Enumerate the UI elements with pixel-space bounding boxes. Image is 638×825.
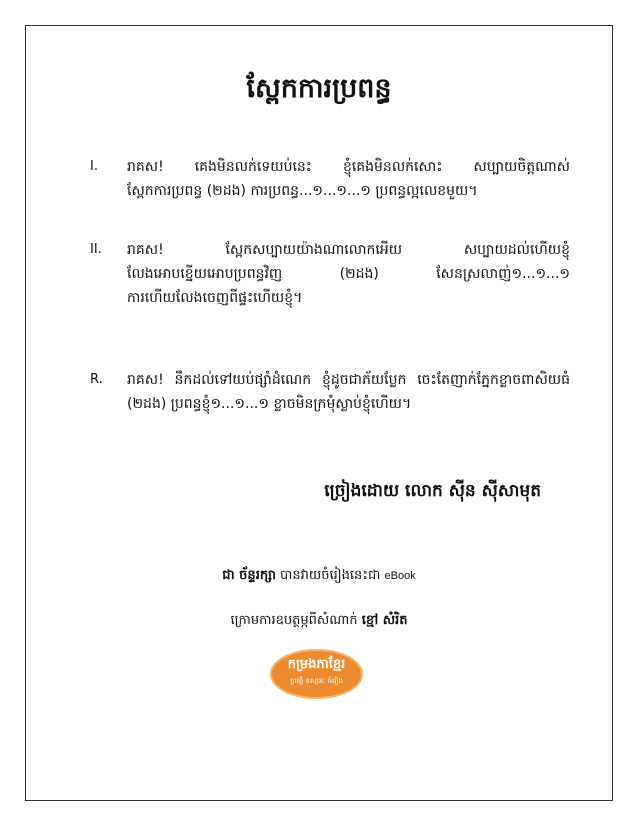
verse-2-marker: II. bbox=[90, 242, 102, 257]
publisher-logo bbox=[270, 649, 363, 699]
ebook-org: ជា ច័ន្ទរក្សា bbox=[222, 568, 276, 583]
verse-2 bbox=[90, 238, 570, 310]
sponsor-credit bbox=[0, 612, 638, 631]
refrain bbox=[90, 368, 570, 416]
logo-sub-text: ប្រវត្តិ ទស្សនៈ ចំរៀង bbox=[290, 677, 343, 685]
sponsor-phrase: ក្រោមការឧបត្ថម្ភពីសំណាក់ bbox=[230, 613, 358, 628]
song-title: ស្ពែកការប្រពន្ធ bbox=[246, 73, 392, 104]
refrain-marker: R. bbox=[90, 372, 103, 387]
verse-line: ការហើយលែងចេញពីផ្ទះហើយខ្ញុំ។ bbox=[127, 290, 303, 306]
singer-credit: ច្រៀងដោយ លោក ស៊ីន ស៊ីសាមុត bbox=[324, 481, 541, 501]
verse-line: លែងអោបខ្នើយអោបប្រពន្ធវិញ (២ដង) សែនស្រលាញ់១...១...១ bbox=[127, 266, 570, 282]
sponsor-name: ខ្មៅ សំរិត bbox=[361, 613, 408, 628]
verse-line: រាគស! ស្ពែកសប្បាយយ៉ាងណាលោកអើយ សប្បាយដល់ហើយខ្ញុំ bbox=[127, 242, 570, 258]
logo-main-text: កម្រងភាខ្មែរ bbox=[287, 657, 346, 672]
ebook-credit bbox=[0, 567, 638, 586]
ebook-phrase: បានវាយចំរៀងនេះជា bbox=[280, 568, 381, 583]
verse-1-marker: I. bbox=[90, 159, 98, 174]
verse-line: ស្ពែកការប្រពន្ធ (២ដង) ការប្រពន្ធ...១...១...១ ប្រពន្ធល្អលេខមួយ។ bbox=[127, 183, 478, 199]
verse-2-text bbox=[127, 238, 570, 310]
verse-1 bbox=[90, 155, 570, 203]
verse-line: (២ដង) ប្រពន្ធខ្ញុំ១...១...១ ខ្លាចមិនក្រមុំស្លាប់ខ្ញុំហើយ។ bbox=[127, 396, 412, 412]
ebook-format: eBook bbox=[384, 570, 416, 582]
verse-line: រាគស! នឹកដល់ទៅយប់ផ្សាំដំណេក ខ្ញុំដូចជាភ័យប្លែក ចេះតែញាក់ភ្នែកខ្លាចពាសិយធំ bbox=[127, 372, 570, 388]
verse-line: រាគស! គេងមិនលក់ទេយប់នេះ ខ្ញុំគេងមិនលក់សោះ សប្បាយចិត្តណាស់ bbox=[127, 159, 570, 175]
refrain-text bbox=[127, 368, 570, 416]
verse-1-text bbox=[127, 155, 570, 203]
